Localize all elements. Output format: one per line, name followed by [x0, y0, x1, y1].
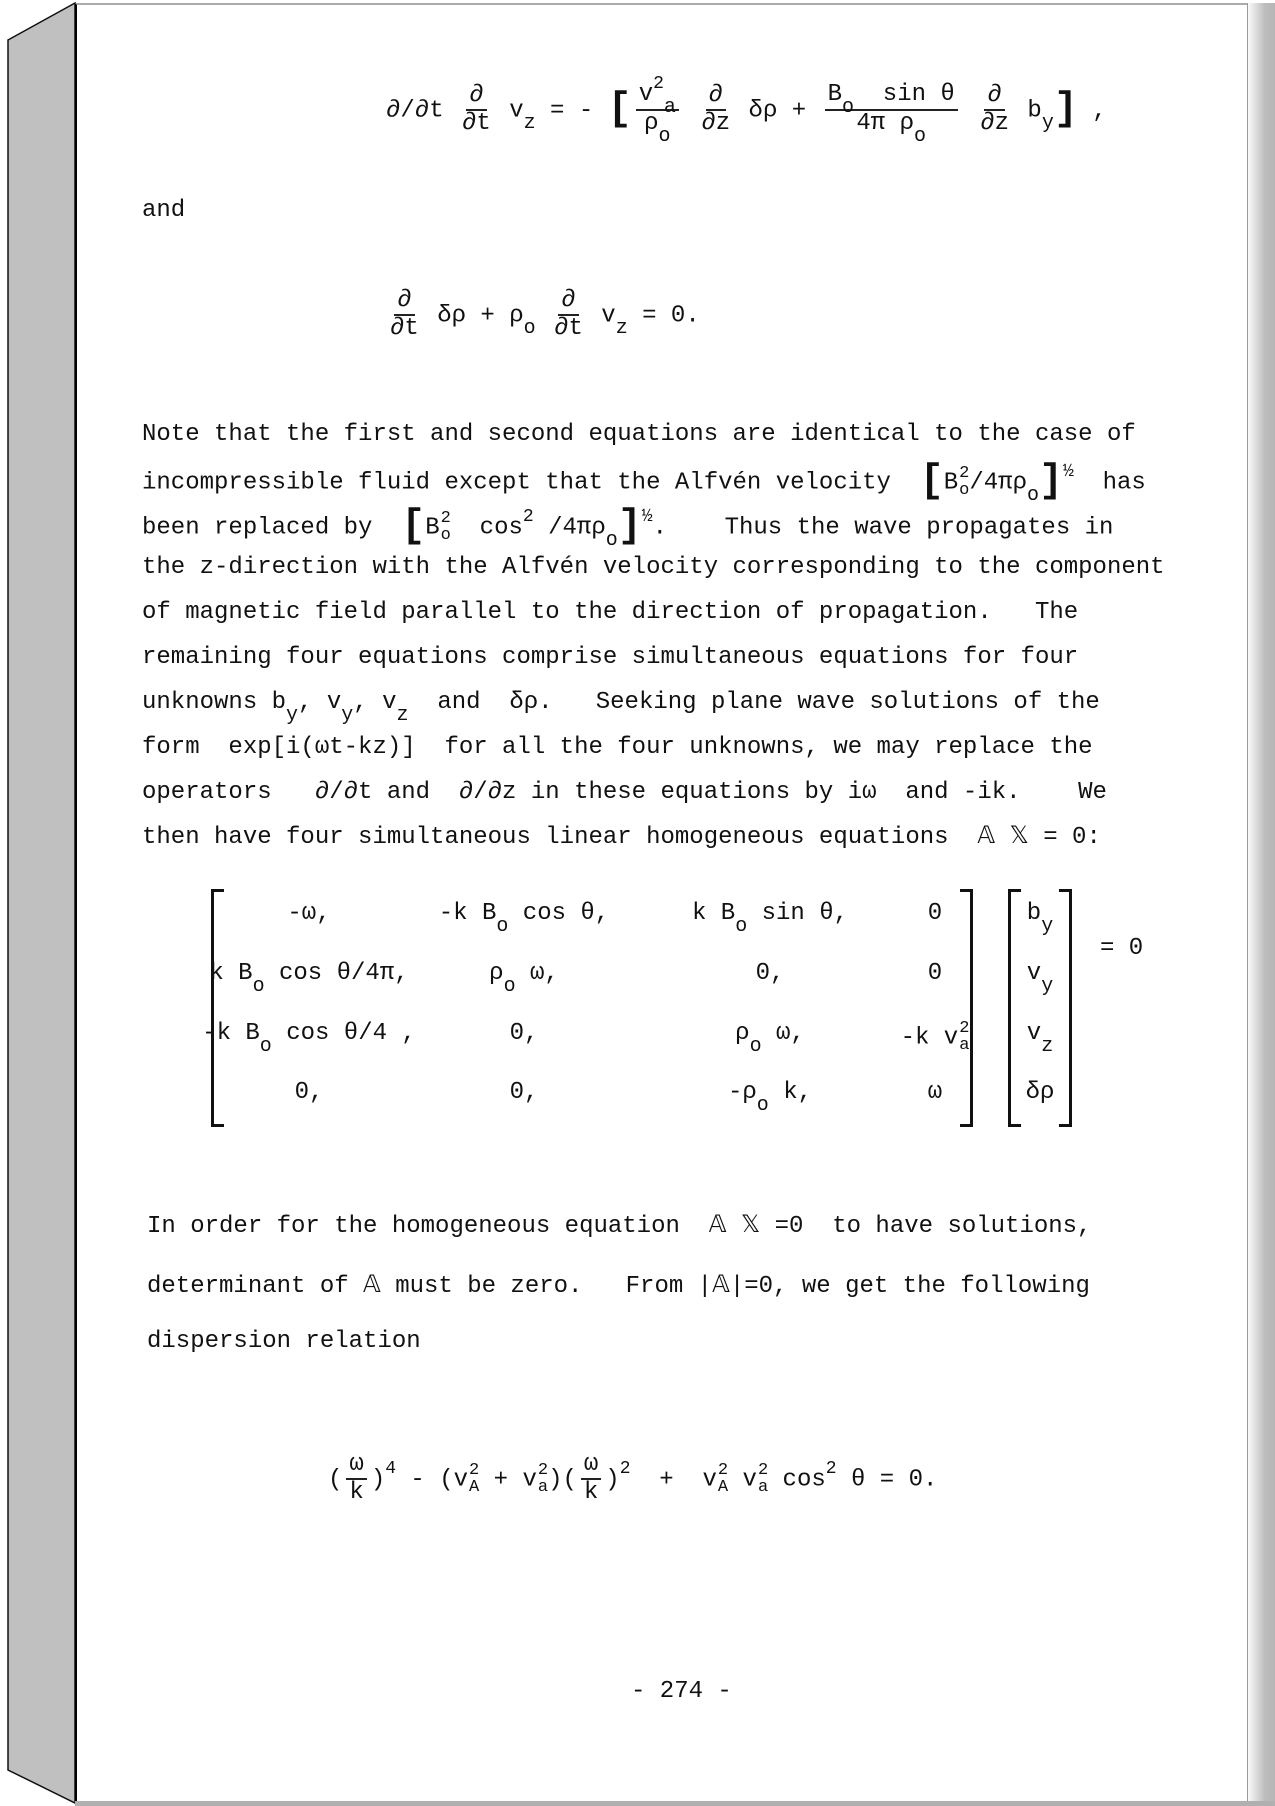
- dispersion-relation-equation: [328, 1452, 937, 1506]
- numerator: [466, 83, 486, 111]
- fraction: [825, 81, 958, 148]
- text-run: ∂t: [462, 110, 491, 137]
- paragraph-line: [147, 1272, 1090, 1302]
- superscript: 2: [522, 507, 534, 528]
- text-run: and δρ. Seeking plane wave solutions of the: [408, 689, 1100, 716]
- subscript: o: [658, 125, 671, 148]
- text-run: 0: [927, 900, 943, 927]
- text-run: ∂: [708, 82, 723, 109]
- subscript: o: [496, 915, 509, 938]
- subscript: o: [841, 96, 854, 119]
- numerator: [825, 81, 958, 119]
- text-run: unknowns b: [142, 689, 287, 716]
- paragraph-line: [147, 1327, 421, 1357]
- text-run: , v: [298, 689, 342, 716]
- text-run: dispersion relation: [147, 1328, 421, 1355]
- text-run: v: [638, 81, 654, 108]
- vector-cell: [925, 1079, 1155, 1106]
- subscript: A: [717, 1478, 729, 1497]
- subscript: o: [1026, 484, 1039, 508]
- subscript: o: [259, 1035, 272, 1058]
- text-run: sin θ,: [747, 900, 849, 927]
- text-run: -k B: [438, 900, 497, 927]
- text-run: sin θ: [853, 81, 955, 108]
- text-run: B: [827, 81, 842, 108]
- text-run: ∂t: [390, 315, 419, 342]
- superscript: 2: [440, 509, 451, 528]
- text-run: determinant of 𝔸 must be zero. From |𝔸|=0, we get the following: [147, 1273, 1090, 1300]
- fraction: [462, 83, 491, 137]
- text-run: B: [943, 469, 959, 497]
- subscript: z: [615, 317, 628, 341]
- text-run: v: [494, 97, 524, 125]
- subscript: o: [959, 481, 970, 500]
- text-run: ω: [349, 1451, 364, 1478]
- text-run: ∂: [469, 82, 484, 109]
- subscript: a: [537, 1478, 549, 1497]
- text-run: δρ + ρ: [422, 302, 524, 330]
- superscript: 2: [825, 1459, 837, 1480]
- numerator: [706, 83, 726, 111]
- denominator: [390, 316, 419, 342]
- numerator: [346, 1452, 366, 1480]
- paragraph-line: [142, 553, 1165, 583]
- text-run: cos: [768, 1466, 826, 1494]
- subscript: o: [605, 529, 618, 553]
- denominator: [462, 111, 491, 137]
- bracket: ]: [617, 504, 642, 549]
- matrix-cell: [409, 1079, 639, 1106]
- matrix-cell: [194, 900, 424, 927]
- paragraph-line: [147, 1212, 1091, 1242]
- numerator: [394, 288, 414, 316]
- bracket: [: [919, 459, 944, 504]
- subscript: z: [1041, 1035, 1054, 1058]
- text-run: ,: [1077, 97, 1107, 125]
- fraction: [390, 288, 419, 342]
- bracket: [: [607, 87, 632, 132]
- subscript: y: [1041, 975, 1054, 998]
- vector-cell: [925, 960, 1155, 998]
- text-run: v: [728, 1466, 757, 1494]
- equation-continuity: [386, 288, 700, 342]
- subscript: z: [396, 704, 409, 727]
- text-run: 0,: [509, 1020, 539, 1047]
- paragraph-line: [142, 688, 1100, 727]
- superscript: 2: [469, 1461, 480, 1480]
- matrix-cell: [409, 960, 639, 998]
- superscript: 4: [385, 1459, 397, 1480]
- text-run: cos θ/4 ,: [271, 1020, 416, 1047]
- subscript: o: [749, 1035, 762, 1058]
- text-run: ∂z: [701, 110, 731, 137]
- text-run: (: [328, 1466, 343, 1494]
- subscript: z: [523, 112, 536, 136]
- text-run: incompressible fluid except that the Alfvén velocity: [142, 469, 920, 497]
- text-run: 0: [927, 960, 943, 987]
- denominator: [554, 316, 583, 342]
- fraction: [581, 1452, 601, 1506]
- denominator: [701, 111, 730, 137]
- subscript: y: [286, 704, 299, 727]
- subscript: o: [252, 975, 265, 998]
- text-run: ): [605, 1466, 620, 1494]
- denominator: [349, 1480, 363, 1506]
- matrix-cell: [194, 960, 424, 998]
- subscript: o: [503, 975, 516, 998]
- sup-sub-stack: [538, 1462, 548, 1496]
- text-run: B: [425, 514, 440, 542]
- text-run: v: [586, 302, 616, 330]
- text-run: ∂/∂t: [386, 97, 459, 125]
- superscript: ½: [641, 507, 653, 528]
- sup-sub-stack: [718, 1462, 728, 1496]
- numerator: [984, 83, 1004, 111]
- text-run: 4π ρ: [856, 110, 914, 137]
- paragraph-line: [142, 598, 1078, 628]
- paragraph-line: [142, 733, 1093, 763]
- matrix-equals-zero: = 0: [1100, 935, 1144, 962]
- subscript: A: [469, 1478, 480, 1497]
- subscript: y: [1041, 915, 1054, 938]
- matrix-cell: [409, 1020, 639, 1047]
- text-run: remaining four equations comprise simultaneous equations for four: [142, 644, 1079, 671]
- subscript: o: [523, 317, 536, 341]
- text-run: -ω,: [287, 900, 331, 927]
- text-run: In order for the homogeneous equation 𝔸 𝕏 =0 to have solutions,: [147, 1213, 1092, 1240]
- text-run: + v: [479, 1466, 537, 1494]
- sup-sub-stack: [441, 510, 451, 544]
- numerator: [636, 74, 679, 119]
- text-run: δρ +: [734, 97, 821, 125]
- text-run: k,: [768, 1079, 813, 1106]
- superscript: ½: [1063, 462, 1074, 483]
- text-run: the z-direction with the Alfvén velocity corresponding to the component: [142, 554, 1165, 581]
- text-run: ω,: [515, 960, 559, 987]
- text-run: -k v: [900, 1024, 959, 1052]
- sup-sub-stack: [758, 1462, 768, 1496]
- text-run: b: [1026, 900, 1042, 927]
- matrix-cell: [194, 1079, 424, 1106]
- superscript: 2: [619, 1459, 631, 1480]
- text-run: ω: [583, 1451, 599, 1478]
- text-run: -k B: [202, 1020, 260, 1047]
- matrix-cell: [194, 1020, 424, 1058]
- fraction: [554, 288, 583, 342]
- fraction: [701, 83, 730, 137]
- paragraph-line: [142, 420, 1136, 450]
- superscript: 2: [653, 74, 664, 94]
- text-run: ): [370, 1466, 386, 1494]
- subscript: y: [1041, 112, 1054, 136]
- text-run: /4πρ: [533, 514, 606, 542]
- text-run: ∂z: [980, 110, 1010, 137]
- text-run: cos θ,: [508, 900, 610, 927]
- text-run: ∂: [987, 82, 1002, 109]
- subscript: o: [735, 915, 748, 938]
- text-run: ∂: [561, 287, 576, 314]
- text-run: 0,: [294, 1079, 324, 1106]
- text-run: - (v: [396, 1466, 469, 1494]
- text-run: . Thus the wave propagates in: [652, 514, 1114, 542]
- page-number: - 274 -: [631, 1678, 732, 1705]
- equation-momentum-z: [386, 74, 1107, 148]
- paragraph-line: [142, 823, 1101, 853]
- text-run: has: [1073, 469, 1146, 497]
- text-run: δρ: [1025, 1079, 1055, 1106]
- denominator: [856, 110, 926, 148]
- text-run: [683, 97, 697, 124]
- and-label: and: [142, 197, 186, 224]
- vector-cell: [925, 900, 1155, 938]
- text-run: k: [349, 1479, 364, 1506]
- text-run: [962, 97, 976, 124]
- superscript: 2: [959, 1019, 970, 1038]
- book-spine: [0, 0, 80, 1806]
- text-run: ω: [927, 1079, 943, 1106]
- text-run: , v: [353, 689, 397, 716]
- superscript: 2: [717, 1461, 729, 1480]
- text-run: k B: [691, 900, 736, 927]
- sup-sub-stack: [959, 465, 969, 499]
- subscript: a: [663, 96, 676, 119]
- text-run: = 0.: [627, 302, 700, 330]
- text-run: ∂t: [554, 315, 583, 342]
- text-run: k B: [209, 960, 253, 987]
- paragraph-line: [142, 504, 1114, 553]
- text-run: ρ: [489, 960, 504, 987]
- text-run: = -: [535, 97, 608, 125]
- text-run: θ = 0.: [836, 1466, 938, 1494]
- text-run: of magnetic field parallel to the direction of propagation. The: [142, 599, 1079, 626]
- paragraph-line: [142, 643, 1078, 673]
- vector-right-bracket: [1059, 889, 1072, 1127]
- subscript: a: [757, 1478, 769, 1497]
- text-run: v: [1026, 1020, 1042, 1047]
- page-bottom-edge: [75, 1801, 1275, 1806]
- text-run: b: [1013, 97, 1042, 125]
- fraction: [636, 74, 679, 148]
- subscript: a: [959, 1036, 970, 1055]
- fraction: [980, 83, 1009, 137]
- text-run: cos: [450, 514, 523, 542]
- sup-sub-stack: [469, 1462, 479, 1496]
- text-run: + v: [630, 1466, 717, 1494]
- text-run: 0,: [755, 960, 785, 987]
- text-run: -ρ: [727, 1079, 757, 1106]
- superscript: 2: [537, 1461, 549, 1480]
- bracket: ]: [1053, 87, 1078, 132]
- bracket: ]: [1038, 459, 1063, 504]
- text-run: ρ: [644, 110, 659, 137]
- text-run: v: [1026, 960, 1042, 987]
- superscript: 2: [757, 1461, 769, 1480]
- paragraph-line: [142, 459, 1146, 508]
- matrix-cell: [409, 900, 639, 938]
- text-run: [536, 302, 550, 329]
- text-run: ω,: [761, 1020, 805, 1047]
- text-run: k: [583, 1479, 599, 1506]
- vector-left-bracket: [1008, 889, 1021, 1127]
- text-run: Note that the first and second equations are identical to the case of: [142, 421, 1136, 448]
- subscript: o: [913, 125, 926, 148]
- text-run: ∂: [397, 287, 412, 314]
- denominator: [584, 1480, 598, 1506]
- subscript: o: [756, 1094, 769, 1117]
- bracket: [: [401, 504, 426, 549]
- text-run: been replaced by: [142, 514, 402, 542]
- page-edge: [1247, 3, 1275, 1803]
- text-run: )(: [548, 1466, 577, 1494]
- text-run: then have four simultaneous linear homogeneous equations 𝔸 𝕏 = 0:: [142, 824, 1101, 851]
- denominator: [980, 111, 1009, 137]
- subscript: y: [341, 704, 354, 727]
- subscript: o: [440, 526, 451, 545]
- fraction: [346, 1452, 366, 1506]
- paragraph-line: [142, 778, 1107, 808]
- numerator: [581, 1452, 601, 1480]
- text-run: /4πρ: [969, 469, 1027, 497]
- text-run: 0,: [509, 1079, 539, 1106]
- superscript: 2: [959, 464, 970, 483]
- text-run: cos θ/4π,: [264, 960, 409, 987]
- text-run: form exp[i(ωt-kz)] for all the four unknowns, we may replace the: [142, 734, 1093, 761]
- text-run: operators ∂/∂t and ∂/∂z in these equations by iω and -ik. We: [142, 779, 1107, 806]
- numerator: [558, 288, 578, 316]
- text-run: ρ: [735, 1020, 750, 1047]
